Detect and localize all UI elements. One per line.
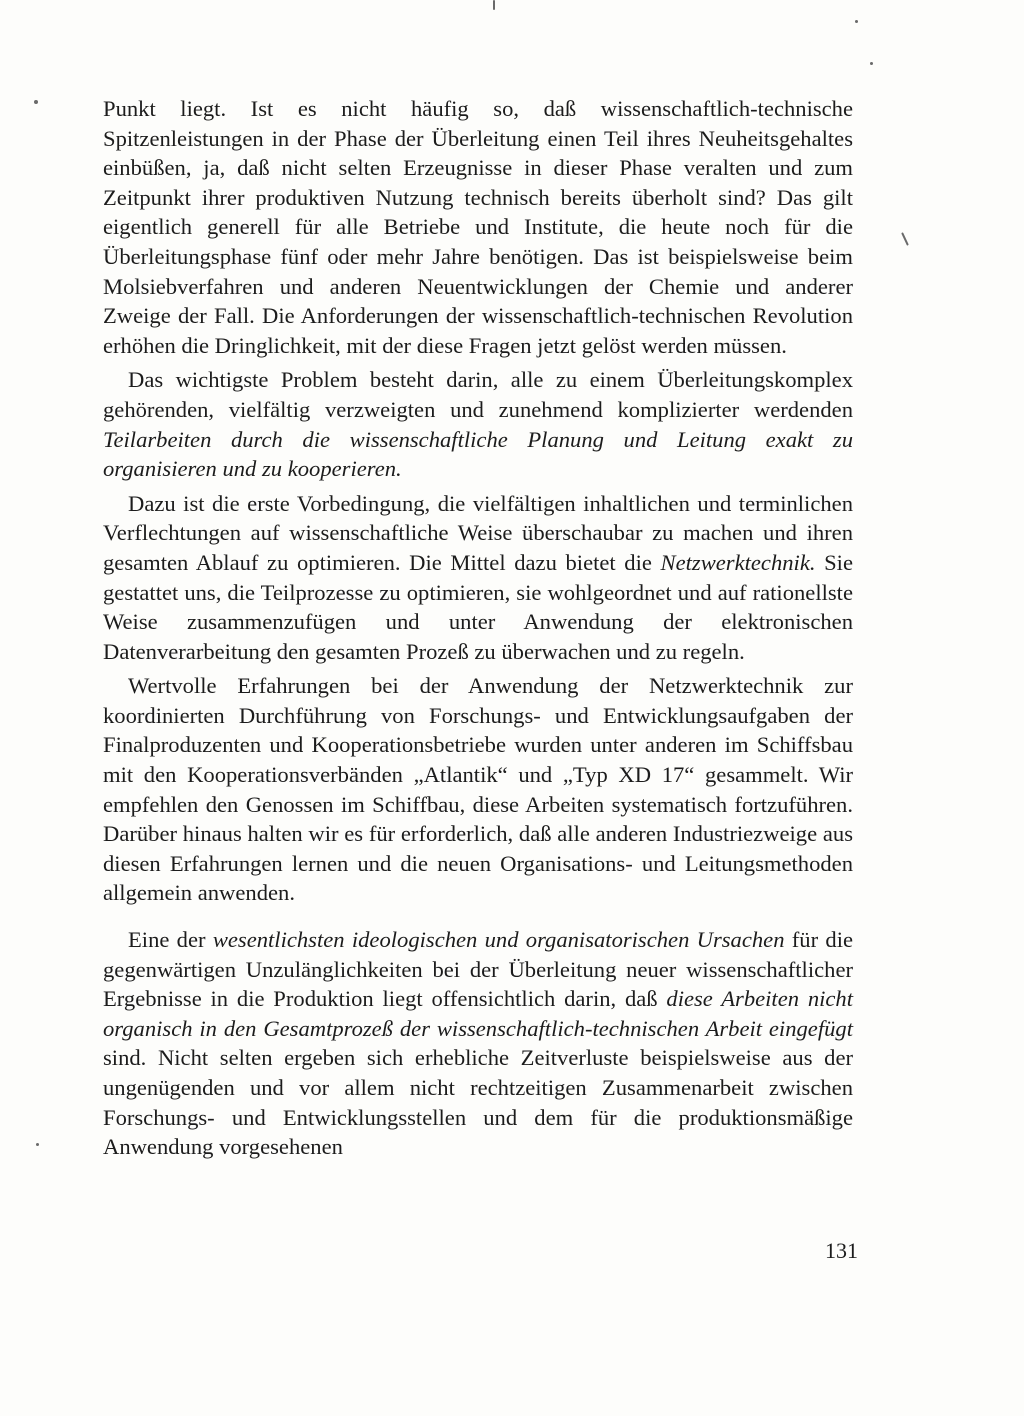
body-text [103, 94, 853, 1162]
paragraph-4 [103, 671, 853, 908]
text-run: für die gegenwärtigen Unzulänglichkeiten bei der Überleitung neuer wissenschaftlicher Ergebnisse in die Produktion liegt offensichtlich darin, daß [103, 927, 853, 1012]
paragraph-1 [103, 94, 853, 360]
emphasized-text: diese Arbeiten nicht organisch in den Gesamtprozeß der wissenschaftlich-technischen Arbeit eingefügt [103, 986, 853, 1041]
scan-speck [901, 232, 909, 246]
scan-speck [36, 1143, 39, 1146]
scan-speck [870, 62, 873, 65]
text-run: Punkt liegt. Ist es nicht häufig so, daß wissenschaftlich-technische Spitzenleistungen in der Phase der Überleitung einen Teil ihres Neuheitsgehaltes einbüßen, ja, daß nicht selten Erzeugnisse in dieser Phase veralten und zum Zeitpunkt ihrer produktiven Nutzung technisch bereits überholt sind? Das gilt eigentlich generell für alle Betriebe und Institute, die heute noch für die Überleitungsphase fünf oder mehr Jahre benötigen. Das ist beispielsweise beim Molsiebverfahren und anderen Neuentwicklungen der Chemie und anderer Zweige der Fall. Die Anforderungen der wissenschaftlich-technischen Revolution erhöhen die Dringlichkeit, mit der diese Fragen jetzt gelöst werden müssen. [103, 96, 853, 358]
scan-speck [34, 100, 38, 104]
emphasized-text: wesentlichsten ideologischen und organisatorischen Ursachen [212, 927, 785, 953]
text-run: Wertvolle Erfahrungen bei der Anwendung der Netzwerktechnik zur koordinierten Durchführung von Forschungs- und Entwicklungsaufgaben der Finalproduzenten und Kooperationsbetriebe wurden unter anderen im Schiffsbau mit den Kooperationsverbänden „Atlantik“ und „Typ XD 17“ gesammelt. Wir empfehlen den Genossen im Schiffbau, diese Arbeiten systematisch fortzuführen. Darüber hinaus halten wir es für erforderlich, daß alle anderen Industriezweige aus diesen Erfahrungen lernen und die neuen Organisations- und Leitungsmethoden allgemein anwenden. [103, 673, 853, 906]
paragraph-3 [103, 489, 853, 667]
text-run: sind. Nicht selten ergeben sich erhebliche Zeitverluste beispielsweise aus der ungenügenden und vor allem nicht rechtzeitigen Zusammenarbeit zwischen Forschungs- und Entwicklungsstellen und dem für die produktionsmäßige Anwendung vorgesehenen [103, 1045, 853, 1160]
paragraph-5 [103, 925, 853, 1162]
text-run: Dazu ist die erste Vorbedingung, die vielfältigen inhaltlichen und terminlichen Verflechtungen auf wissenschaftliche Weise überschaubar zu machen und ihren gesamten Ablauf zu optimieren. Die Mittel dazu bietet die [103, 490, 853, 575]
scan-speck [855, 20, 858, 23]
page-number: 131 [825, 1238, 858, 1263]
scan-speck [493, 0, 495, 10]
text-run: Das wichtigste Problem besteht darin, alle zu einem Überleitungskomplex gehörenden, vielfältig verzweigten und zunehmend komplizierter werdenden [103, 367, 853, 422]
paragraph-2 [103, 365, 853, 483]
text-run: Sie gestattet uns, die Teilprozesse zu optimieren, sie wohlgeordnet und auf rationellste Weise zusammenzufügen und unter Anwendung der elektronischen Datenverarbeitung den gesamten Prozeß zu überwachen und zu regeln. [103, 549, 853, 664]
text-run: Eine der [128, 927, 213, 953]
emphasized-text: Teilarbeiten durch die wissenschaftliche Planung und Leitung exakt zu organisieren und zu kooperieren. [103, 426, 853, 482]
emphasized-text: Netzwerktechnik. [660, 549, 816, 575]
